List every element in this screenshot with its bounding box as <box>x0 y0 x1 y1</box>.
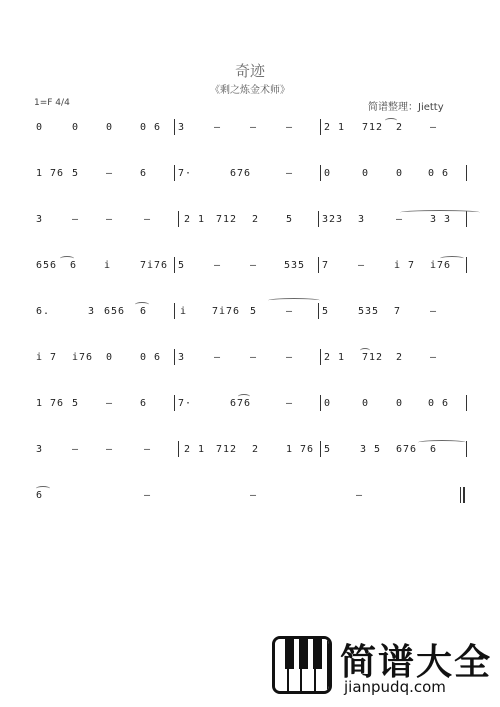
note-group: 535 <box>284 260 306 271</box>
note-group: i <box>180 306 188 317</box>
note-group: – <box>250 490 258 501</box>
note-group: 712 <box>216 214 238 225</box>
note-group: 3 3 <box>430 214 452 225</box>
note-group: – <box>72 214 80 225</box>
note-group: 3 <box>178 352 186 363</box>
note-group: 0 <box>106 122 114 133</box>
note-group: – <box>286 168 294 179</box>
note-group: 0 <box>72 122 80 133</box>
note-group: 0 6 <box>428 398 450 409</box>
note-group: 3 <box>358 214 366 225</box>
note-group: 7 <box>394 306 402 317</box>
note-group: i 7 <box>36 352 58 363</box>
bar-line <box>174 257 175 273</box>
bar-line <box>466 441 467 457</box>
note-group: 3 5 <box>360 444 382 455</box>
bar-line <box>466 257 467 273</box>
tie-slur <box>60 256 74 261</box>
note-group: 0 <box>324 168 332 179</box>
note-group: 712 <box>362 352 384 363</box>
logo-name: 简谱大全 <box>340 642 493 683</box>
note-group: – <box>286 352 294 363</box>
note-group: 2 <box>396 122 404 133</box>
note-group: 7· <box>178 168 193 179</box>
note-group: i <box>104 260 112 271</box>
note-group: – <box>250 122 258 133</box>
note-group: 656 <box>36 260 58 271</box>
note-group: – <box>106 168 114 179</box>
note-group: 3 <box>36 444 44 455</box>
note-group: 7i76 <box>212 306 241 317</box>
note-group: 2 <box>252 214 260 225</box>
note-group: 6 <box>140 168 148 179</box>
note-group: 0 6 <box>140 352 162 363</box>
note-group: – <box>430 306 438 317</box>
note-group: 2 1 <box>324 352 346 363</box>
note-group: 1 76 <box>36 168 65 179</box>
note-group: – <box>430 352 438 363</box>
note-group: 5 <box>286 214 294 225</box>
note-group: – <box>214 352 222 363</box>
note-group: 5 <box>178 260 186 271</box>
note-group: – <box>358 260 366 271</box>
note-group: 676 <box>230 398 252 409</box>
transcriber-credit: 简谱整理：Jietty <box>368 102 444 113</box>
note-group: – <box>356 490 364 501</box>
note-group: 1 76 <box>286 444 315 455</box>
note-group: 6 <box>140 306 148 317</box>
tie-slur <box>440 256 464 261</box>
note-group: 712 <box>216 444 238 455</box>
note-group: 2 1 <box>324 122 346 133</box>
score-line <box>0 306 500 326</box>
note-group: – <box>106 214 114 225</box>
note-group: – <box>106 398 114 409</box>
bar-line <box>318 257 319 273</box>
piano-keys-icon <box>272 636 332 694</box>
note-group: 0 <box>324 398 332 409</box>
note-group: – <box>214 122 222 133</box>
note-group: 0 6 <box>428 168 450 179</box>
note-group: 7 <box>322 260 330 271</box>
note-group: – <box>106 444 114 455</box>
note-group: – <box>430 122 438 133</box>
note-group: 2 1 <box>184 214 206 225</box>
note-group: 676 <box>396 444 418 455</box>
note-group: 0 <box>362 398 370 409</box>
score-line <box>0 444 500 464</box>
note-group: – <box>214 260 222 271</box>
note-group: – <box>72 444 80 455</box>
note-group: 6 <box>70 260 78 271</box>
note-group: 0 <box>396 398 404 409</box>
score-line <box>0 398 500 418</box>
note-group: 1 76 <box>36 398 65 409</box>
note-group: – <box>144 214 152 225</box>
note-group: i76 <box>72 352 94 363</box>
tie-slur <box>238 394 250 399</box>
note-group: 0 6 <box>140 122 162 133</box>
note-group: – <box>286 122 294 133</box>
bar-line <box>318 211 319 227</box>
bar-line <box>320 349 321 365</box>
bar-line <box>178 441 179 457</box>
note-group: – <box>144 444 152 455</box>
note-group: 5 <box>72 168 80 179</box>
note-group: 0 <box>36 122 44 133</box>
score-line <box>0 122 500 142</box>
note-group: 3 <box>88 306 96 317</box>
score-line <box>0 352 500 372</box>
bar-line <box>174 395 175 411</box>
note-group: 535 <box>358 306 380 317</box>
bar-line <box>178 211 179 227</box>
tie-slur <box>36 486 50 491</box>
song-title: 奇迹 <box>234 62 265 80</box>
score-line <box>0 490 500 510</box>
bar-line <box>466 165 467 181</box>
note-group: – <box>250 260 258 271</box>
note-group: 5 <box>322 306 330 317</box>
note-group: 2 <box>252 444 260 455</box>
bar-line <box>174 165 175 181</box>
tie-slur <box>385 118 397 123</box>
note-group: 7· <box>178 398 193 409</box>
bar-line <box>320 395 321 411</box>
bar-line <box>466 395 467 411</box>
note-group: 6 <box>430 444 438 455</box>
bar-line <box>174 349 175 365</box>
note-group: – <box>286 398 294 409</box>
note-group: 5 <box>250 306 258 317</box>
bar-line <box>320 119 321 135</box>
note-group: 0 <box>106 352 114 363</box>
tie-slur <box>135 302 149 307</box>
bar-line <box>320 441 321 457</box>
logo-url: jianpudq.com <box>344 678 446 696</box>
bar-line <box>320 165 321 181</box>
note-group: i 7 <box>394 260 416 271</box>
note-group: 2 <box>396 352 404 363</box>
bar-line <box>174 303 175 319</box>
note-group: 6 <box>36 490 44 501</box>
final-bar-line <box>460 487 465 503</box>
note-group: i76 <box>430 260 452 271</box>
note-group: – <box>250 352 258 363</box>
note-group: 656 <box>104 306 126 317</box>
tie-slur <box>268 298 320 303</box>
site-logo[interactable] <box>272 632 498 702</box>
note-group: 3 <box>178 122 186 133</box>
note-group: – <box>396 214 404 225</box>
note-group: 6 <box>140 398 148 409</box>
note-group: 2 1 <box>184 444 206 455</box>
score-line <box>0 214 500 234</box>
bar-line <box>318 303 319 319</box>
tie-slur <box>400 210 480 215</box>
key-signature: 1=F 4/4 <box>34 98 70 108</box>
song-subtitle: 《剩之炼金术师》 <box>210 85 290 96</box>
score-line <box>0 168 500 188</box>
note-group: 323 <box>322 214 344 225</box>
note-group: 6. <box>36 306 51 317</box>
note-group: – <box>286 306 294 317</box>
note-group: 7i76 <box>140 260 169 271</box>
note-group: 5 <box>324 444 332 455</box>
tie-slur <box>418 440 466 445</box>
bar-line <box>174 119 175 135</box>
note-group: 0 <box>362 168 370 179</box>
score-line <box>0 260 500 280</box>
note-group: 712 <box>362 122 384 133</box>
note-group: 0 <box>396 168 404 179</box>
tie-slur <box>360 348 370 353</box>
note-group: 676 <box>230 168 252 179</box>
note-group: – <box>144 490 152 501</box>
note-group: 5 <box>72 398 80 409</box>
note-group: 3 <box>36 214 44 225</box>
